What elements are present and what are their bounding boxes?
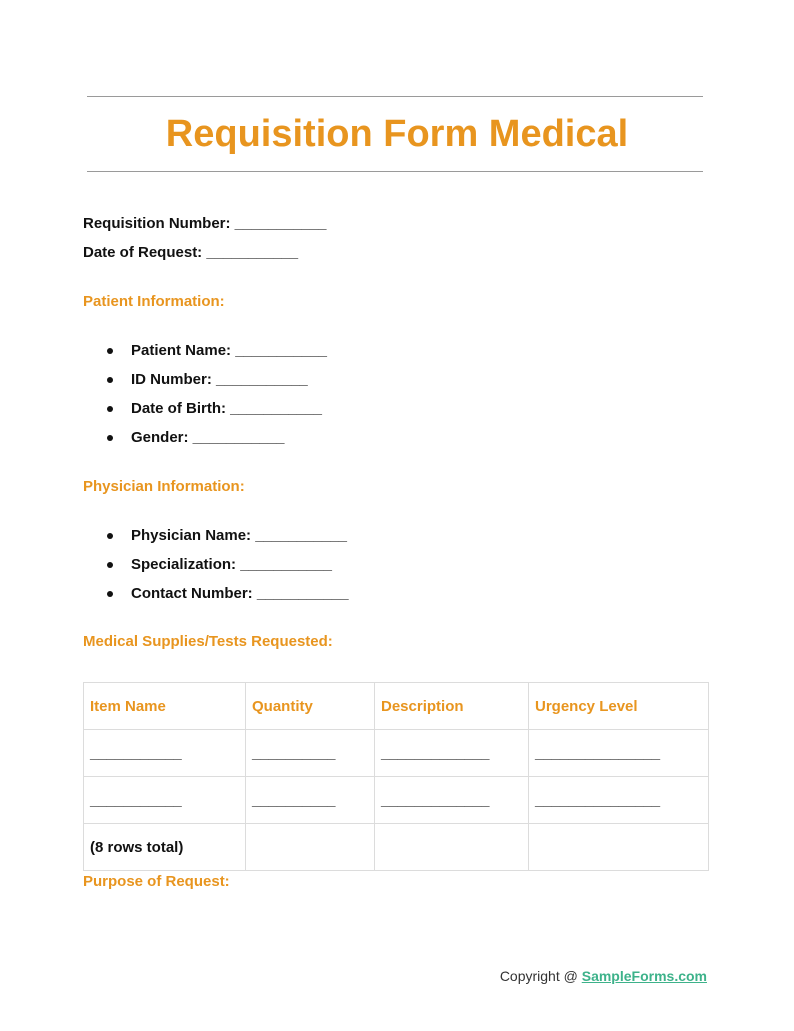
gender-field: Gender: ___________ xyxy=(131,429,285,446)
table-cell: _____________ xyxy=(375,777,529,824)
date-of-request-field: Date of Request: ___________ xyxy=(83,244,299,261)
physician-information-list xyxy=(107,527,349,614)
column-header-quantity: Quantity xyxy=(246,683,375,730)
contact-number-field: Contact Number: ___________ xyxy=(131,585,349,602)
bullet-icon xyxy=(107,591,113,597)
patient-information-heading: Patient Information: xyxy=(83,293,225,310)
table-cell: _______________ xyxy=(529,730,709,777)
copyright-footer xyxy=(500,967,707,985)
table-cell: (8 rows total) xyxy=(84,824,246,871)
list-item xyxy=(107,556,349,585)
bullet-icon xyxy=(107,348,113,354)
bullet-icon xyxy=(107,377,113,383)
bullet-icon xyxy=(107,406,113,412)
table-cell: __________ xyxy=(246,777,375,824)
id-number-field: ID Number: ___________ xyxy=(131,371,308,388)
table-cell xyxy=(375,824,529,871)
purpose-heading: Purpose of Request: xyxy=(83,873,230,890)
date-of-birth-field: Date of Birth: ___________ xyxy=(131,400,322,417)
table-row xyxy=(84,777,709,824)
page-title: Requisition Form Medical xyxy=(165,113,629,155)
table-cell xyxy=(529,824,709,871)
bullet-icon xyxy=(107,562,113,568)
list-item xyxy=(107,400,327,429)
table-cell: ___________ xyxy=(84,777,246,824)
supplies-table xyxy=(83,682,709,871)
bullet-icon xyxy=(107,533,113,539)
table-cell: _____________ xyxy=(375,730,529,777)
physician-name-field: Physician Name: ___________ xyxy=(131,527,347,544)
brand-link[interactable]: SampleForms.com xyxy=(581,968,707,984)
supplies-heading: Medical Supplies/Tests Requested: xyxy=(83,633,333,650)
table-cell: _______________ xyxy=(529,777,709,824)
column-header-description: Description xyxy=(375,683,529,730)
requisition-number-field: Requisition Number: ___________ xyxy=(83,215,327,232)
table-cell xyxy=(246,824,375,871)
list-item xyxy=(107,527,349,556)
column-header-item-name: Item Name xyxy=(84,683,246,730)
table-cell: ___________ xyxy=(84,730,246,777)
table-row xyxy=(84,730,709,777)
copyright-prefix: Copyright @ xyxy=(499,968,582,984)
table-cell: __________ xyxy=(246,730,375,777)
patient-information-list xyxy=(107,342,327,458)
physician-information-heading: Physician Information: xyxy=(83,478,245,495)
column-header-urgency-level: Urgency Level xyxy=(529,683,709,730)
table-row xyxy=(84,824,709,871)
list-item xyxy=(107,429,327,458)
title-bottom-divider xyxy=(87,171,703,172)
list-item xyxy=(107,342,327,371)
patient-name-field: Patient Name: ___________ xyxy=(131,342,327,359)
specialization-field: Specialization: ___________ xyxy=(131,556,332,573)
list-item xyxy=(107,371,327,400)
list-item xyxy=(107,585,349,614)
table-header-row xyxy=(84,683,709,730)
title-top-divider xyxy=(87,96,703,97)
bullet-icon xyxy=(107,435,113,441)
